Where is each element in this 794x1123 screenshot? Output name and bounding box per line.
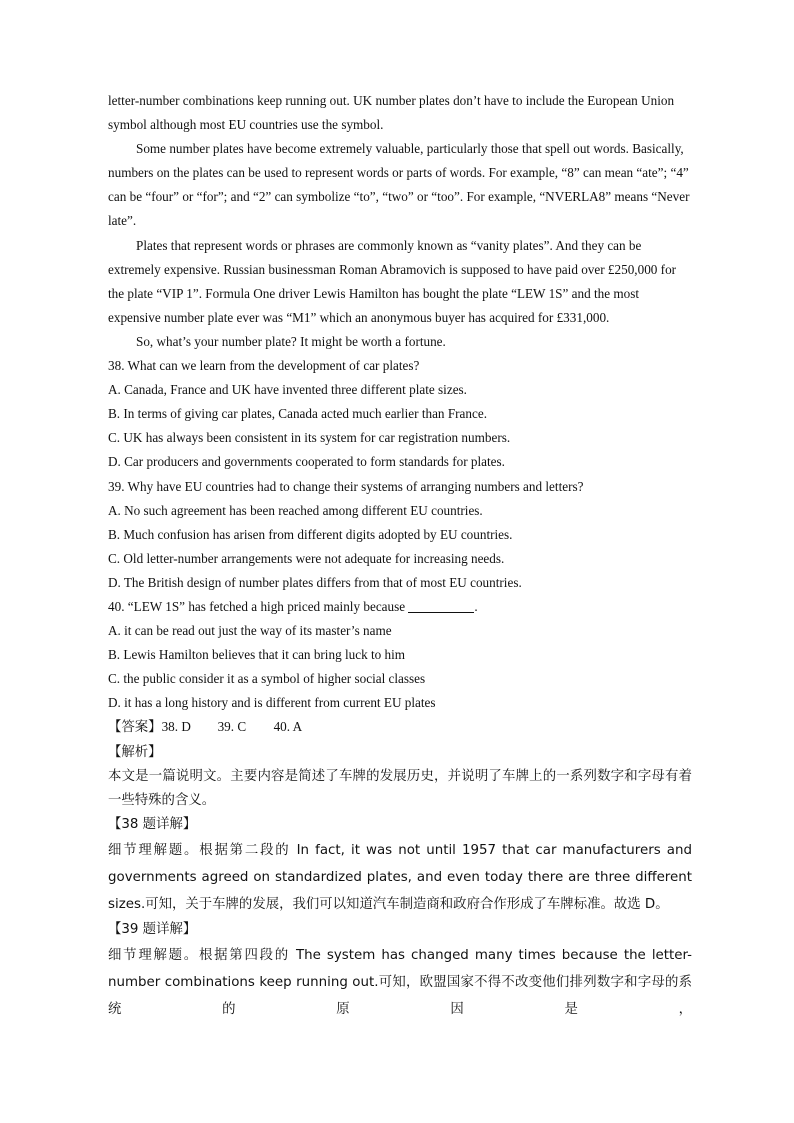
question-40 [108,595,692,715]
q38-analysis-text: 细节理解题。根据第二段的 In fact, it was not until 1957 that car manufacturers and governments agreed on standardized plates, and even today there are three different sizes.可知，关于车牌的发展，我们可以知道汽车制造商和政府合作形成了车牌标准。故选 D。 [108,842,692,912]
answer-39: 39. C [217,719,247,735]
q39-analysis-text: 细节理解题。根据第四段的 The system has changed many times because the letter-number combinations keep running out.可知，欧盟国家不得不改变他们排列数字和字母的系统的原因是， [108,948,692,1017]
analysis-heading: 【解析】 [108,744,162,760]
question-stem-end: . [474,598,478,614]
option-c: C. UK has always been consistent in its system for car registration numbers. [108,430,511,446]
q39-analysis-heading: 【39 题详解】 [108,921,197,937]
answer-40: 40. A [273,719,303,735]
option-a: A. No such agreement has been reached among different EU countries. [108,502,483,518]
question-stem-text: 40. “LEW 1S” has fetched a high priced mainly because [108,598,406,614]
option-c: C. the public consider it as a symbol of higher social classes [108,671,426,687]
question-39 [108,475,692,595]
option-a: A. Canada, France and UK have invented three different plate sizes. [108,382,467,398]
passage-paragraph-3: Plates that represent words or phrases are commonly known as “vanity plates”. And they can be extremely expensive. Russian businessman Roman Abramovich is supposed to have paid over £250,000 for the plate “VIP 1”. Formula One driver Lewis Hamilton has bought the plate “LEW 1S” and the most expensive number plate ever was “M1” which an anonymous buyer has acquired for £331,000. [108,237,677,325]
analysis-summary: 本文是一篇说明文。主要内容是简述了车牌的发展历史，并说明了车牌上的一系列数字和字母有着一些特殊的含义。 [108,768,692,808]
option-c: C. Old letter-number arrangements were not adequate for increasing needs. [108,550,505,566]
passage-paragraph-2: Some number plates have become extremely valuable, particularly those that spell out words. Basically, numbers on the plates can be used to represent words or parts of words. For example, “8” can mean “ate”; “4” can be “four” or “for”; and “2” can symbolize “to”, “two” or “too”. For example, “NVERLA8” means “Never late”. [108,141,690,229]
option-b: B. Lewis Hamilton believes that it can bring luck to him [108,647,406,663]
option-d: D. The British design of number plates differs from that of most EU countries. [108,574,522,590]
answer-blank [408,598,474,613]
question-38 [108,354,692,474]
option-d: D. Car producers and governments cooperated to form standards for plates. [108,454,505,470]
document-body [108,89,692,1023]
passage-paragraph-1: letter-number combinations keep running out. UK number plates don’t have to include the European Union symbol although most EU countries use the symbol. [108,93,675,133]
passage-paragraph-4: So, what’s your number plate? It might be worth a fortune. [136,333,446,349]
question-stem: 39. Why have EU countries had to change their systems of arranging numbers and letters? [108,478,584,494]
option-d: D. it has a long history and is different from current EU plates [108,695,436,711]
question-stem [108,595,692,619]
option-b: B. Much confusion has arisen from different digits adopted by EU countries. [108,526,513,542]
answer-line [108,715,692,740]
question-stem: 38. What can we learn from the development of car plates? [108,358,420,374]
q38-analysis-heading: 【38 题详解】 [108,816,197,832]
answer-38: 38. D [161,719,191,735]
answer-label: 【答案】 [108,720,162,736]
option-b: B. In terms of giving car plates, Canada acted much earlier than France. [108,406,487,422]
option-a: A. it can be read out just the way of its master’s name [108,623,392,639]
